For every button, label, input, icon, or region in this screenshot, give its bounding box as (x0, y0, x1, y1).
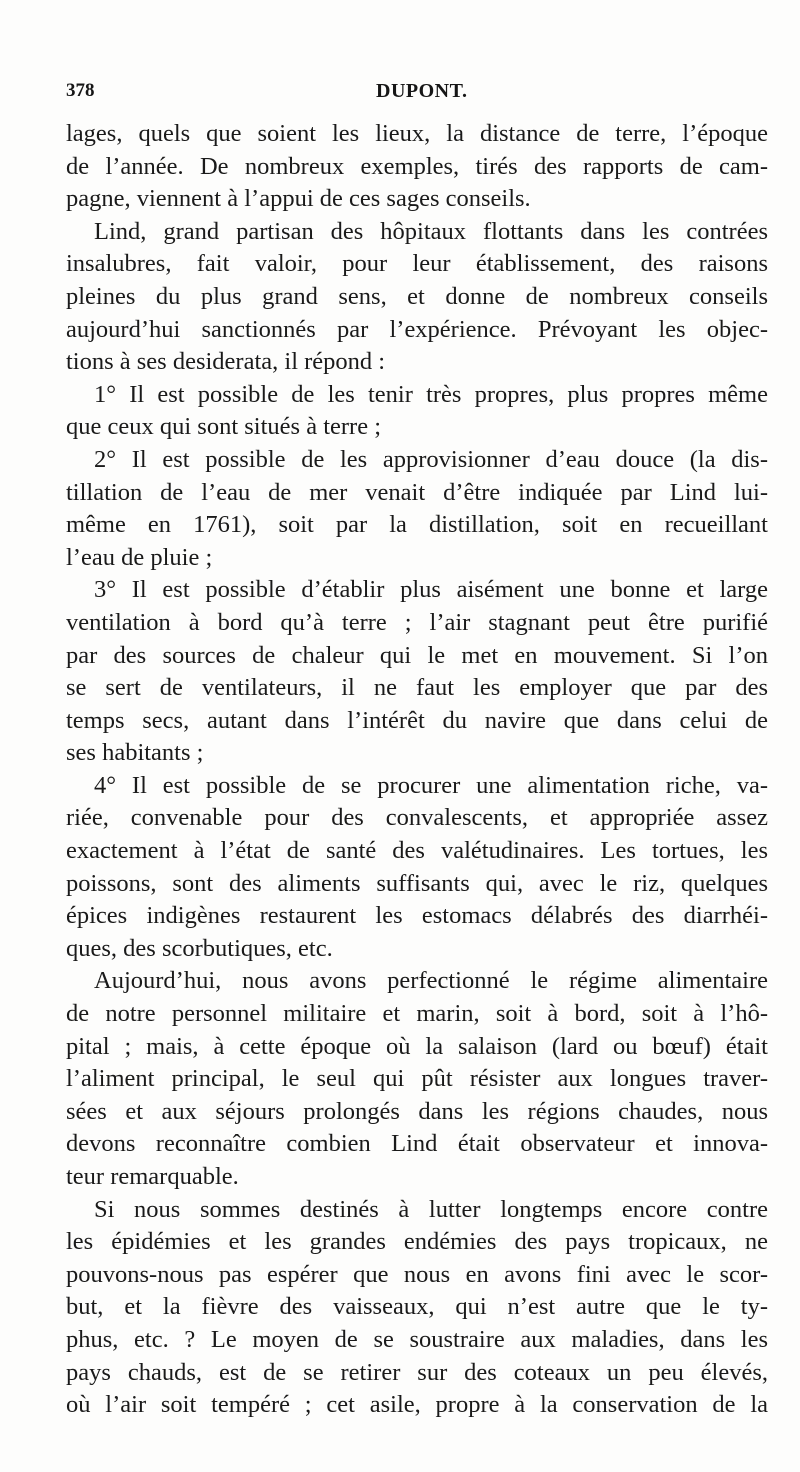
text-line: sées et aux séjours prolongés dans les régions chaudes, nous (66, 1097, 768, 1125)
text-line: teur remarquable. (66, 1163, 239, 1190)
text-line: ventilation à bord qu’à terre ; l’air stagnant peut être purifié (66, 608, 768, 636)
text-line: pouvons-nous pas espérer que nous en avons fini avec le scor- (66, 1260, 768, 1288)
text-line: où l’air soit tempéré ; cet asile, propre à la conservation de la (66, 1391, 768, 1419)
text-line: ses habitants ; (66, 739, 204, 767)
text-line: lages, quels que soient les lieux, la distance de terre, l’époque (66, 120, 768, 147)
text-line: de l’année. De nombreux exemples, tirés des rapports de cam- (66, 152, 768, 180)
text-line: pagne, viennent à l’appui de ces sages conseils. (66, 185, 531, 213)
text-line: ques, des scorbutiques, etc. (66, 934, 333, 962)
text-line: riée, convenable pour des convalescents, et appropriée assez (66, 804, 768, 832)
page-number: 378 (66, 80, 95, 101)
text-line: Lind, grand partisan des hôpitaux flottants dans les contrées (94, 217, 768, 245)
text-line: but, et la fièvre des vaisseaux, qui n’est autre que le ty- (66, 1293, 768, 1321)
text-line: pital ; mais, à cette époque où la salaison (lard ou bœuf) était (66, 1032, 768, 1060)
text-line: Aujourd’hui, nous avons perfectionné le régime alimentaire (94, 967, 768, 995)
text-line: 3° Il est possible d’établir plus aisément une bonne et large (94, 576, 768, 604)
text-line: Si nous sommes destinés à lutter longtemps encore contre (94, 1195, 768, 1223)
text-line: tillation de l’eau de mer venait d’être indiquée par Lind lui- (66, 478, 768, 506)
body-text (66, 118, 768, 1422)
text-line: aujourd’hui sanctionnés par l’expérience. Prévoyant les objec- (66, 315, 768, 343)
text-line: épices indigènes restaurent les estomacs délabrés des diarrhéi- (66, 902, 768, 930)
text-line: l’eau de pluie ; (66, 543, 213, 571)
text-line: temps secs, autant dans l’intérêt du navire que dans celui de (66, 706, 768, 734)
text-line: phus, etc. ? Le moyen de se soustraire aux maladies, dans les (66, 1325, 768, 1353)
text-line: se sert de ventilateurs, il ne faut les employer que par des (66, 674, 768, 702)
text-line: insalubres, fait valoir, pour leur établissement, des raisons (66, 250, 768, 278)
text-line: par des sources de chaleur qui le met en mouvement. Si l’on (66, 641, 768, 669)
running-head: DUPONT. (376, 80, 468, 102)
page-header (66, 80, 768, 110)
text-line: pays chauds, est de se retirer sur des coteaux un peu élevés, (66, 1358, 768, 1386)
text-line: pleines du plus grand sens, et donne de nombreux conseils (66, 282, 768, 310)
text-line: exactement à l’état de santé des valétudinaires. Les tortues, les (66, 837, 768, 865)
text-line: l’aliment principal, le seul qui pût résister aux longues traver- (66, 1065, 768, 1093)
text-line: devons reconnaître combien Lind était observateur et innova- (66, 1130, 768, 1158)
text-line: même en 1761), soit par la distillation, soit en recueillant (66, 511, 768, 539)
text-line: que ceux qui sont situés à terre ; (66, 413, 382, 441)
text-line: les épidémies et les grandes endémies des pays tropicaux, ne (66, 1228, 768, 1256)
text-line: poissons, sont des aliments suffisants qui, avec le riz, quelques (66, 869, 768, 897)
text-line: 2° Il est possible de les approvisionner d’eau douce (la dis- (94, 445, 768, 473)
text-line: tions à ses desiderata, il répond : (66, 348, 386, 376)
text-line: de notre personnel militaire et marin, soit à bord, soit à l’hô- (66, 1000, 768, 1028)
text-line: 4° Il est possible de se procurer une alimentation riche, va- (94, 771, 768, 799)
text-line: 1° Il est possible de les tenir très propres, plus propres même (94, 380, 768, 408)
